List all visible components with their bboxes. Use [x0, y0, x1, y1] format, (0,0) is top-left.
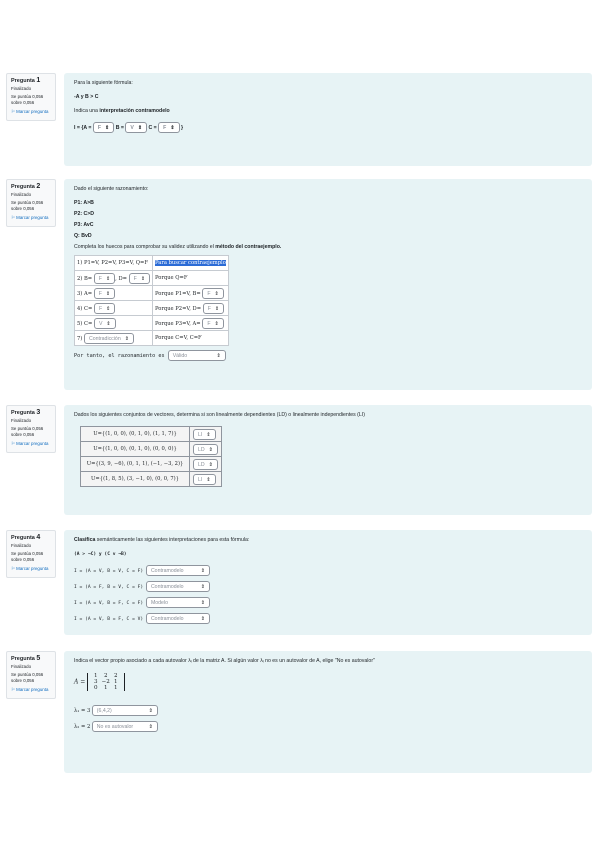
table-row [75, 271, 229, 286]
select-caret-icon: ⇕ [137, 125, 143, 131]
table-row [75, 301, 229, 316]
select-caret-icon: ⇕ [216, 353, 221, 359]
question-grade: Se puntúa 0,056 sobre 0,056 [11, 200, 44, 211]
select-caret-icon: ⇕ [106, 320, 111, 327]
matrix [87, 673, 125, 691]
select-a[interactable]: F ⇕ [93, 122, 114, 133]
question-intro: Indica el vector propio asociado a cada autovalor λᵢ de la matriz A. Si algún valor λᵢ no es un autovalor de A, elige "No es autovalor" [74, 658, 375, 664]
answer-cell [190, 457, 222, 472]
reason-cell: Porque P2=V, D= F ⇕ [153, 301, 229, 316]
select-answer[interactable]: LI ⇕ [193, 429, 216, 440]
select-b-reason[interactable]: F ⇕ [202, 288, 223, 299]
interpretation-row: I = (A = F, B = V, C = F) Contramodelo ⇕ [74, 581, 582, 592]
select-classification[interactable]: Modelo ⇕ [146, 597, 210, 608]
vector-set: U={(1, 8, 5), (3, −1, 0), (0, 0, 7)} [81, 472, 190, 487]
flag-icon: ⚐ [11, 687, 15, 692]
table-row [75, 331, 229, 346]
premise-3: P3: AvC [74, 222, 94, 228]
select-caret-icon: ⇕ [170, 125, 175, 131]
vector-set: U={(3, 9, −6), (0, 1, 1), (−1, −3, 2)} [81, 457, 190, 472]
interpretation-row: I = (A = V, B = F, C = F) Modelo ⇕ [74, 597, 582, 608]
question-info [6, 405, 56, 453]
matrix-row: 3 −2 1 [93, 679, 118, 685]
select-caret-icon: ⇕ [214, 320, 219, 327]
formula: (A > ¬C) y (C v ¬B) [74, 552, 127, 557]
flag-icon: ⚐ [11, 566, 15, 571]
flag-question-link[interactable]: ⚐ Marcar pregunta [11, 566, 49, 571]
matrix-block [74, 673, 582, 691]
select-caret-icon: ⇕ [200, 568, 205, 574]
question-number: Pregunta 1 [11, 77, 41, 84]
select-caret-icon: ⇕ [105, 275, 111, 282]
flag-icon: ⚐ [11, 441, 15, 446]
question-intro: Dado el siguiente razonamiento: [74, 186, 149, 192]
select-caret-icon: ⇕ [208, 461, 213, 468]
select-d-reason[interactable]: F ⇕ [203, 303, 224, 314]
select-caret-icon: ⇕ [214, 305, 220, 312]
step-cell: 2) B= F ⇕ , D= F ⇕ [75, 271, 153, 286]
conclusion-row: Por tanto, el razonamiento es Válido ⇕ [74, 350, 582, 361]
question-state: Finalizado [11, 543, 32, 548]
table-row [75, 256, 229, 271]
table-row [81, 427, 222, 442]
question-number: Pregunta 3 [11, 409, 41, 416]
question-grade: Se puntúa 0,056 sobre 0,056 [11, 426, 44, 437]
step-cell: 1) P1=V, P2=V, P3=V, Q=F [75, 256, 153, 271]
select-c[interactable]: V ⇕ [94, 318, 116, 329]
flag-question-link[interactable]: ⚐ Marcar pregunta [11, 441, 49, 446]
reason-cell: Porque P1=V, B= F ⇕ [153, 286, 229, 301]
table-row [81, 472, 222, 487]
reasoning-table [74, 255, 229, 346]
question-state: Finalizado [11, 418, 32, 423]
select-caret-icon: ⇕ [140, 275, 146, 282]
step-cell: 7) Contradicción ⇕ [75, 331, 153, 346]
question-intro: Para la siguiente fórmula: [74, 80, 133, 86]
flag-question-link[interactable]: ⚐ Marcar pregunta [11, 215, 49, 220]
reason-cell: Porque P3=V, A= F ⇕ [153, 316, 229, 331]
question-info [6, 530, 56, 578]
eigenvalue-row: λ₂ = 2 No es autovalor ⇕ [74, 721, 582, 732]
question-number: Pregunta 4 [11, 534, 41, 541]
question-grade: Se puntúa 0,056 sobre 0,056 [11, 94, 44, 105]
table-row [75, 316, 229, 331]
question-info [6, 651, 56, 699]
interpretation-row: I = (A = V, B = V, C = F) Contramodelo ⇕ [74, 565, 582, 576]
select-caret-icon: ⇕ [148, 708, 153, 714]
select-caret-icon: ⇕ [105, 290, 111, 297]
conclusion: Q: BvD [74, 233, 92, 239]
select-caret-icon: ⇕ [200, 584, 205, 590]
select-classification[interactable]: Contramodelo ⇕ [146, 565, 210, 576]
question-grade: Se puntúa 0,056 sobre 0,056 [11, 672, 44, 683]
select-answer[interactable]: LI ⇕ [193, 474, 216, 485]
select-answer[interactable]: LD ⇕ [193, 444, 218, 455]
select-validity[interactable]: Válido ⇕ [168, 350, 226, 361]
select-caret-icon: ⇕ [105, 125, 110, 131]
vector-set: U={(1, 0, 0), (0, 1, 0), (1, 1, 7)} [81, 427, 190, 442]
select-caret-icon: ⇕ [206, 431, 211, 438]
table-row [75, 286, 229, 301]
premise-1: P1: A>B [74, 200, 94, 206]
select-classification[interactable]: Contramodelo ⇕ [146, 581, 210, 592]
flag-question-link[interactable]: ⚐ Marcar pregunta [11, 687, 49, 692]
matrix-row: 1 2 2 [93, 673, 118, 679]
reason-cell: Para buscar contraejemplo [153, 256, 229, 271]
premise-2: P2: C>D [74, 211, 95, 217]
question-content [64, 651, 592, 773]
matrix-label: A = [74, 678, 86, 686]
question-state: Finalizado [11, 192, 32, 197]
answer-cell [190, 442, 222, 457]
question-number: Pregunta 2 [11, 183, 41, 190]
question-info [6, 73, 56, 121]
step-cell: 3) A= F ⇕ [75, 286, 153, 301]
select-caret-icon: ⇕ [214, 290, 219, 297]
step-cell: 5) C= V ⇕ [75, 316, 153, 331]
question-number: Pregunta 5 [11, 655, 41, 662]
select-c[interactable]: F ⇕ [94, 303, 115, 314]
flag-icon: ⚐ [11, 109, 15, 114]
answer-cell [190, 427, 222, 442]
question-content [64, 73, 592, 166]
vector-set: U={(1, 0, 0), (0, 1, 0), (0, 0, 0)} [81, 442, 190, 457]
interpretation-row: I = {A = F ⇕ B = V ⇕ C = F ⇕ } [74, 122, 582, 133]
reason-cell: Porque C=V, C=F [153, 331, 229, 346]
select-caret-icon: ⇕ [148, 724, 153, 730]
table-row [81, 457, 222, 472]
select-result[interactable]: Contradicción ⇕ [84, 333, 134, 344]
question-content [64, 405, 592, 515]
reason-cell: Porque Q=F [153, 271, 229, 286]
select-caret-icon: ⇕ [200, 600, 205, 606]
select-a-reason[interactable]: F ⇕ [202, 318, 223, 329]
select-caret-icon: ⇕ [208, 446, 213, 453]
question-intro: Dados los siguientes conjuntos de vectores, determina si son linealmente dependientes (LD) o linealmente independientes (LI) [74, 412, 365, 418]
flag-question-link[interactable]: ⚐ Marcar pregunta [11, 109, 49, 114]
select-eigenvector[interactable]: No es autovalor ⇕ [92, 721, 158, 732]
select-b[interactable]: V ⇕ [125, 122, 147, 133]
answer-cell [190, 472, 222, 487]
eigenvalue-row: λ₁ = 3 (6,4,2) ⇕ [74, 705, 582, 716]
formula: -A y B > C [74, 94, 99, 100]
select-caret-icon: ⇕ [124, 335, 129, 342]
table-row [81, 442, 222, 457]
select-c[interactable]: F ⇕ [158, 122, 179, 133]
question-grade: Se puntúa 0,056 sobre 0,056 [11, 551, 44, 562]
vectors-table [80, 426, 222, 487]
select-caret-icon: ⇕ [200, 616, 205, 622]
select-b[interactable]: F ⇕ [94, 273, 115, 284]
select-classification[interactable]: Contramodelo ⇕ [146, 613, 210, 624]
select-eigenvector[interactable]: (6,4,2) ⇕ [92, 705, 158, 716]
question-state: Finalizado [11, 664, 32, 669]
select-caret-icon: ⇕ [206, 476, 211, 483]
step-cell: 4) C= F ⇕ [75, 301, 153, 316]
matrix-row: 0 1 1 [93, 685, 118, 691]
select-d[interactable]: F ⇕ [129, 273, 150, 284]
instruction: Completa los huecos para comprobar su validez utilizando el método del contraejemplo. [74, 244, 282, 250]
instruction: Indica una interpretación contramodelo [74, 108, 170, 114]
select-caret-icon: ⇕ [106, 305, 111, 312]
question-content [64, 530, 592, 635]
question-state: Finalizado [11, 86, 32, 91]
question-content [64, 179, 592, 390]
interpretation-row: I = (A = V, B = F, C = V) Contramodelo ⇕ [74, 613, 582, 624]
flag-icon: ⚐ [11, 215, 15, 220]
question-intro: Clasifica semánticamente las siguientes interpretaciones para esta fórmula: [74, 537, 250, 543]
select-a[interactable]: F ⇕ [94, 288, 115, 299]
select-answer[interactable]: LD ⇕ [193, 459, 218, 470]
question-info [6, 179, 56, 227]
